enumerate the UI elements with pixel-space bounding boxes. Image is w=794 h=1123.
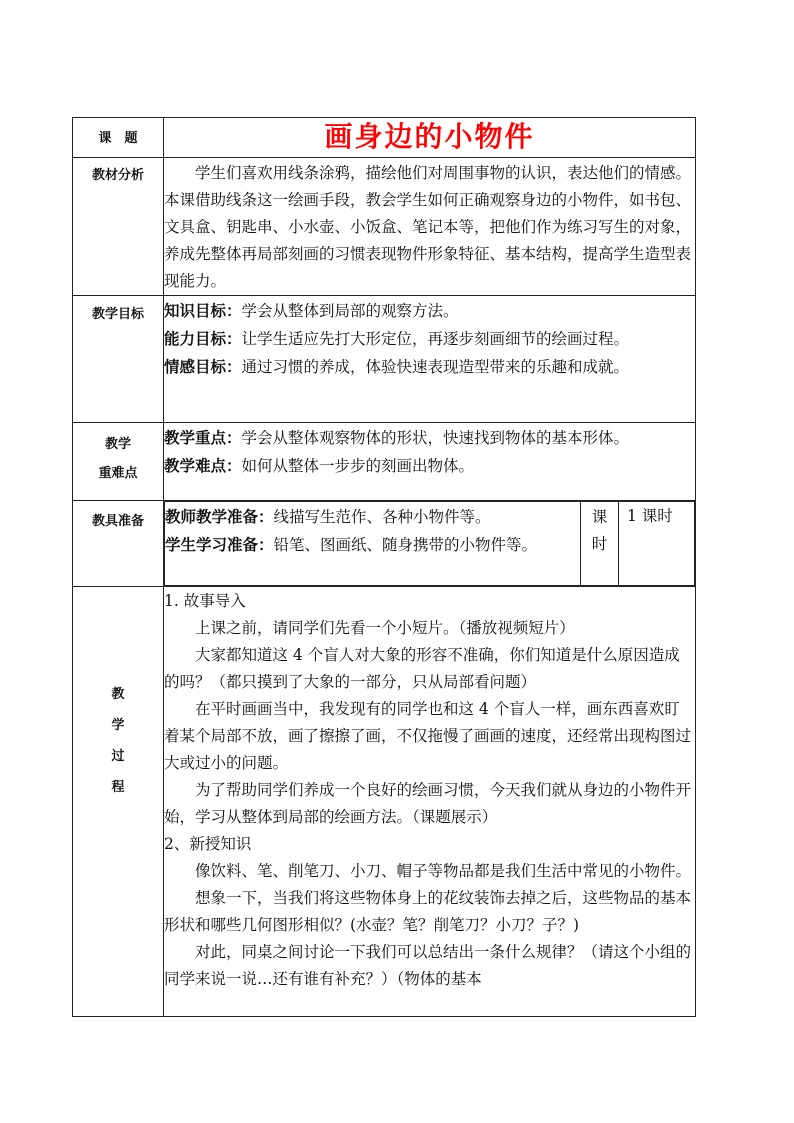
label-analysis: [73, 158, 164, 296]
process-cell: [164, 587, 696, 1017]
label-process-2: 学: [111, 718, 125, 733]
label-process-4: 程: [111, 780, 125, 795]
label-topic: [73, 118, 164, 158]
label-prep: [73, 501, 164, 587]
label-process-3: 过: [111, 749, 125, 764]
analysis-cell: [164, 158, 696, 296]
process-paragraph: 大家都知道这 4 个盲人对大象的形容不准确，你们知道是什么原因造成的吗？（都只摸到了大象的一部分，只从局部看问题）: [164, 646, 680, 691]
goal-knowledge: [164, 296, 695, 325]
key-focus: [164, 423, 695, 452]
prep-cell: [164, 501, 696, 587]
row-goals: [73, 296, 696, 423]
process-paragraph: 像饮料、笔、削笔刀、小刀、帽子等物品都是我们生活中常见的小物件。: [195, 862, 692, 880]
lesson-plan-table: [72, 117, 696, 1017]
key-focus-label: 教学重点：: [164, 428, 242, 447]
row-process: [73, 587, 696, 1017]
label-key-b: 重难点: [98, 466, 138, 481]
prep-student-text: 铅笔、图画纸、随身携带的小物件等。: [273, 536, 538, 554]
process-paragraph: 为了帮助同学们养成一个良好的绘画习惯，今天我们就从身边的小物件开始，学习从整体到局部的绘画方法。（课题展示）: [164, 781, 692, 826]
process-heading: 1. 故事导入: [164, 592, 246, 610]
row-key-points: [73, 423, 696, 501]
prep-teacher-text: 线描写生范作、各种小物件等。: [273, 508, 491, 526]
goal-ability-text: 让学生适应先打大形定位，再逐步刻画细节的绘画过程。: [241, 330, 630, 348]
goal-knowledge-text: 学会从整体到局部的观察方法。: [241, 302, 459, 320]
process-body: [164, 587, 695, 993]
goal-emotion-label: 情感目标：: [164, 357, 242, 376]
label-goals: [73, 296, 164, 423]
label-topic-text: 课 题: [98, 131, 138, 146]
process-paragraph: 想象一下，当我们将这些物体身上的花纹装饰去掉之后，这些物品的基本形状和哪些几何图形相似？(水壶？笔？削笔刀？小刀？子？): [164, 889, 692, 934]
analysis-text: 学生们喜欢用线条涂鸦，描绘他们对周围事物的认识，表达他们的情感。本课借助线条这一绘画手段，教会学生如何正确观察身边的小物件，如书包、文具盒、钥匙串、小水壶、小饭盒、笔记本等，把他们作为练习写生的对象，养成先整体再局部刻画的习惯表现物件形象特征、基本结构，提高学生造型表现能力。: [164, 164, 692, 290]
label-key-a: 教学: [104, 437, 131, 452]
key-difficulty-text: 如何从整体一步步的刻画出物体。: [241, 457, 475, 475]
goal-knowledge-label: 知识目标：: [164, 301, 242, 320]
label-process: [73, 587, 164, 1017]
prep-student: [165, 531, 580, 559]
row-prep: [73, 501, 696, 587]
label-analysis-text: 教材分析: [91, 168, 144, 183]
row-analysis: [73, 158, 696, 296]
process-paragraph: 在平时画画当中，我发现有的同学也和这 4 个盲人一样，画东西喜欢盯着某个局部不放，画了擦擦了画，不仅拖慢了画画的速度，还经常出现构图过大或过小的问题。: [164, 700, 692, 772]
prep-inner-table: [164, 501, 695, 586]
key-difficulty: [164, 452, 695, 480]
process-heading: 2、新授知识: [164, 835, 252, 853]
goal-ability-label: 能力目标：: [164, 329, 242, 348]
goal-ability: [164, 325, 695, 353]
goal-emotion: [164, 353, 695, 381]
label-prep-text: 教具准备: [91, 514, 144, 529]
goal-emotion-text: 通过习惯的养成，体验快速表现造型带来的乐趣和成就。: [241, 358, 630, 376]
label-goals-text: 教学目标: [91, 307, 144, 322]
row-topic: [73, 118, 696, 158]
process-paragraph: 对此，同桌之间讨论一下我们可以总结出一条什么规律？（请这个小组的同学来说一说…还有谁有补充？）（物体的基本: [164, 943, 692, 988]
page-title: 画身边的小物件: [324, 120, 535, 153]
label-process-text: [73, 587, 163, 803]
key-difficulty-label: 教学难点：: [164, 456, 242, 475]
title-cell: [164, 118, 696, 158]
process-paragraph: 上课之前，请同学们先看一个小短片。（播放视频短片）: [195, 619, 575, 637]
label-key-points: [73, 423, 164, 501]
goals-cell: [164, 296, 696, 423]
key-focus-text: 学会从整体观察物体的形状，快速找到物体的基本形体。: [241, 429, 630, 447]
prep-teacher: [165, 502, 580, 531]
prep-teacher-label: 教师教学准备：: [165, 507, 274, 526]
key-points-cell: [164, 423, 696, 501]
prep-student-label: 学生学习准备：: [165, 535, 274, 554]
prep-items: [165, 502, 581, 586]
class-label: 课时: [581, 502, 619, 586]
label-process-1: 教: [111, 687, 125, 702]
class-value: 1 课时: [619, 502, 695, 586]
